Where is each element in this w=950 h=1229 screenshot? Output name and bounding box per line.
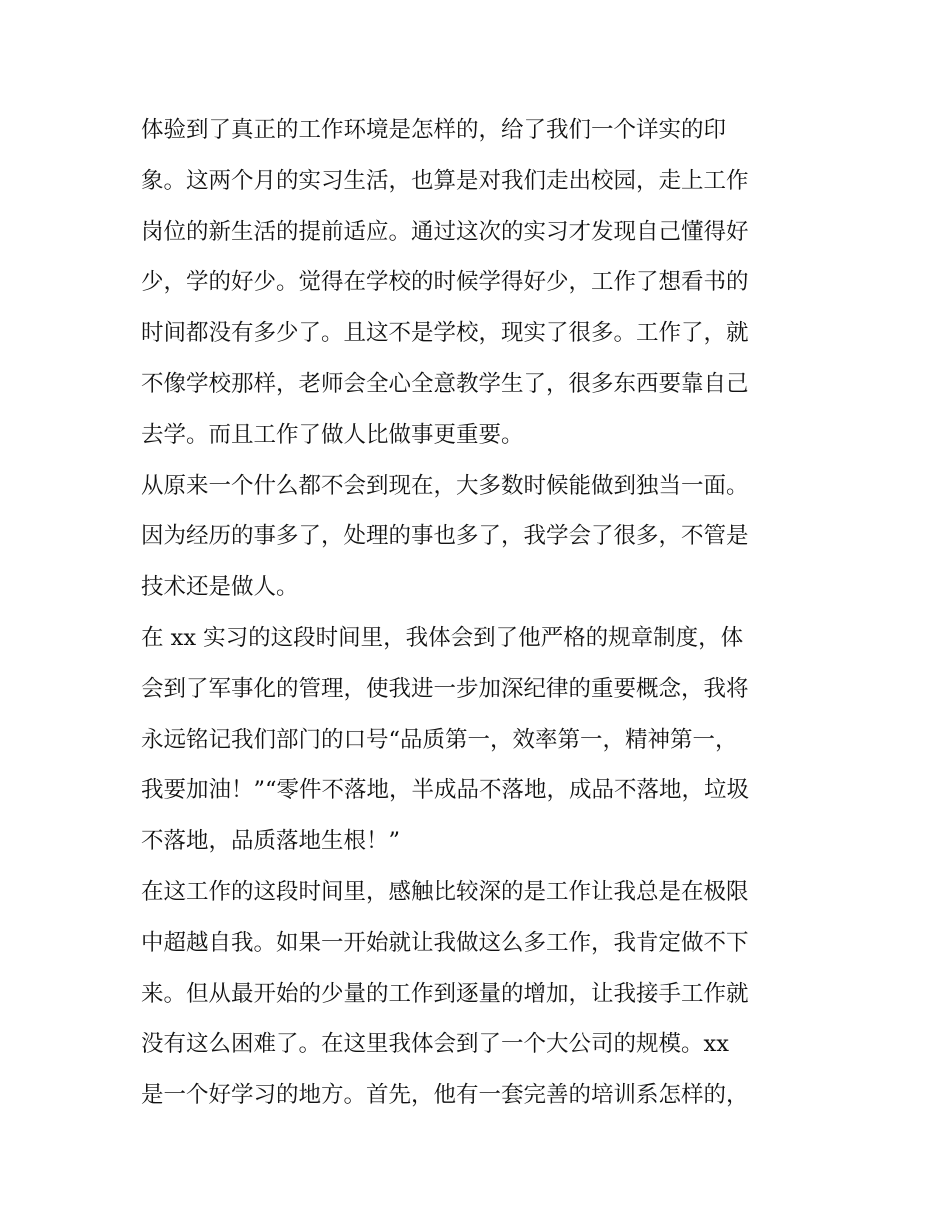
text-line: 没有这么困难了。在这里我体会到了一个大公司的规模。xx [141,1031,729,1058]
text-line: 中超越自我。如果一开始就让我做这么多工作，我肯定做不下 [141,929,749,956]
text-line: 永远铭记我们部门的口号“品质第一，效率第一，精神第一， [141,726,738,753]
text-line: 是一个好学习的地方。首先，他有一套完善的培训系怎样的， [141,1082,749,1109]
text-line: 在这工作的这段时间里，感触比较深的是工作让我总是在极限 [141,878,749,905]
text-line: 在 xx 实习的这段时间里，我体会到了他严格的规章制度，体 [141,624,744,651]
text-line: 因为经历的事多了，处理的事也多了，我学会了很多，不管是 [141,523,749,550]
text-line: 我要加油！”“零件不落地，半成品不落地，成品不落地，垃圾 [141,777,750,804]
text-line: 少，学的好少。觉得在学校的时候学得好少，工作了想看书的 [141,269,749,296]
text-line: 岗位的新生活的提前适应。通过这次的实习才发现自己懂得好 [141,218,749,245]
text-line: 不落地，品质落地生根！” [141,828,401,855]
text-line: 不像学校那样，老师会全心全意教学生了，很多东西要靠自己 [141,370,749,397]
text-line: 会到了军事化的管理，使我进一步加深纪律的重要概念，我将 [141,675,749,702]
text-line: 象。这两个月的实习生活，也算是对我们走出校园，走上工作 [141,167,749,194]
text-line: 时间都没有多少了。且这不是学校，现实了很多。工作了，就 [141,320,749,347]
text-line: 去学。而且工作了做人比做事更重要。 [141,421,524,448]
text-line: 体验到了真正的工作环境是怎样的，给了我们一个详实的印 [141,117,727,143]
text-line: 从原来一个什么都不会到现在，大多数时候能做到独当一面。 [141,472,749,499]
body-text [141,105,813,1121]
text-line: 技术还是做人。 [141,574,299,601]
text-line: 来。但从最开始的少量的工作到逐量的增加，让我接手工作就 [141,980,749,1007]
